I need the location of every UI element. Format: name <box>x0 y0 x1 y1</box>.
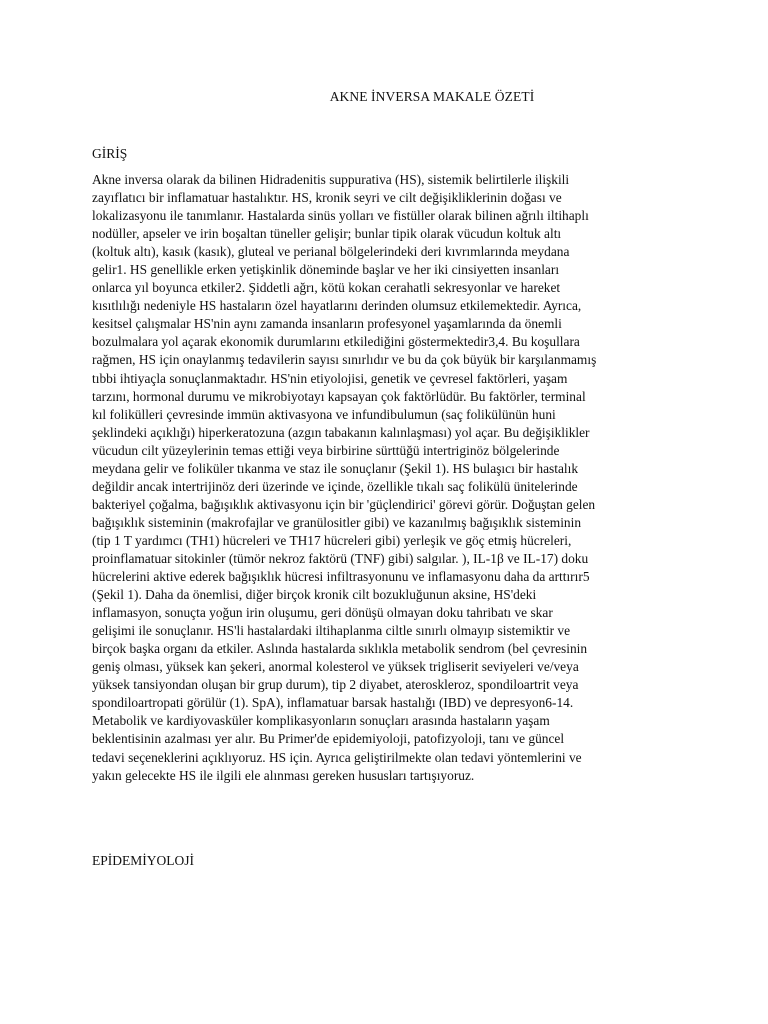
body-line: zayıflatıcı bir inflamatuar hastalıktır. HS, kronik seyri ve cilt değişikliklerinin doğası ve <box>92 190 562 206</box>
body-line: bozulmalara yol açarak ekonomik durumlarını etkilediğini göstermektedir3,4. Bu koşullara <box>92 334 580 350</box>
body-line: kısıtlılığı nedeniyle HS hastaların özel hayatlarını derinden olumsuz etkilemektedir. Ayrıca, <box>92 298 582 314</box>
body-line: (Şekil 1). Daha da önemlisi, diğer birçok kronik cilt bozukluğunun aksine, HS'deki <box>92 587 537 603</box>
body-line: onlarca yıl boyunca etkiler2. Şiddetli ağrı, kötü kokan cerahatli sekresyonlar ve hareket <box>92 280 561 296</box>
body-line: inflamasyon, sonuçta yoğun irin oluşumu, geri dönüşü olmayan doku tahribatı ve skar <box>92 605 553 621</box>
body-line: spondiloartropati görülür (1). SpA), inflamatuar barsak hastalığı (IBD) ve depresyon6-14. <box>92 695 574 711</box>
section-heading-epidemiyoloji: EPİDEMİYOLOJİ <box>92 853 194 868</box>
body-line: kesitsel çalışmalar HS'nin aynı zamanda insanların profesyonel yaşamlarında da önemli <box>92 316 562 332</box>
body-line: yüksek tansiyondan oluşan bir grup durum), tip 2 diyabet, ateroskleroz, spondiloartrit veya <box>92 677 579 693</box>
body-line: (koltuk altı), kasık (kasık), gluteal ve perianal bölgelerindeki deri kıvrımlarında meydana <box>92 244 570 260</box>
body-line: meydana gelir ve foliküler tıkanma ve staz ile sonuçlanır (Şekil 1). HS bulaşıcı bir hastalık <box>92 460 579 476</box>
body-line: değildir ancak intertrijinöz deri üzerinde ve içinde, özellikle tıkalı saç folikülü ünitelerinde <box>92 478 578 494</box>
body-line: tıbbi ihtiyaçla sonuçlanmaktadır. HS'nin etiyolojisi, genetik ve çevresel faktörleri, yaşam <box>92 370 568 386</box>
body-line: şeklindeki açıklığı) hiperkeratozuna (azgın tabakanın kalınlaşması) yol açar. Bu değişiklikler <box>92 424 590 440</box>
body-line: kıl folikülleri çevresinde immün aktivasyona ve infundibulumun (saç folikülünün huni <box>92 406 556 422</box>
body-line: Metabolik ve kardiyovasküler komplikasyonların sonuçları arasında hastaların yaşam <box>92 713 550 729</box>
body-line: gelir1. HS genellikle erken yetişkinlik döneminde başlar ve her iki cinsiyetten insanları <box>92 262 560 278</box>
body-line: geniş olması, yüksek kan şekeri, anormal kolesterol ve yüksek trigliserit seviyeleri ve/veya <box>92 659 579 675</box>
body-line: vücudun cilt yüzeylerinin temas ettiği veya birbirine sürttüğü intertriginöz bölgelerinde <box>92 442 560 458</box>
body-line: gelişimi ile sonuçlanır. HS'li hastalardaki iltihaplanma ciltle sınırlı olmayıp sistemiktir ve <box>92 623 571 639</box>
body-line: beklentisinin azalması yer alır. Bu Primer'de epidemiyoloji, patofizyoloji, tanı ve güncel <box>92 731 565 747</box>
section-heading-giris: GİRİŞ <box>92 146 128 161</box>
body-line: birçok başka organı da etkiler. Aslında hastalarda sıklıkla metabolik sendrom (bel çevresinin <box>92 641 588 657</box>
body-line: bağışıklık sisteminin (makrofajlar ve granülositler gibi) ve kazanılmış bağışıklık sisteminin <box>92 514 582 530</box>
body-line: tarzını, hormonal durumu ve mikrobiyotayı kapsayan çok faktörlüdür. Bu faktörler, terminal <box>92 388 586 404</box>
body-line: yakın gelecekte HS ile ilgili ele alınması gereken hususları tartışıyoruz. <box>92 767 475 783</box>
body-line: (tip 1 T yardımcı (TH1) hücreleri ve TH17 hücreleri gibi) yerleşik ve göç etmiş hücreleri, <box>92 532 572 548</box>
body-line: lokalizasyonu ile tanımlanır. Hastalarda sinüs yolları ve fistüller olarak bilinen ağrılı iltihaplı <box>92 208 589 224</box>
section-body-giris <box>92 171 678 785</box>
body-line: hücrelerini aktive ederek bağışıklık hücresi infiltrasyonunu ve inflamasyonu daha da arttırır5 <box>92 569 590 585</box>
body-line: nodüller, apseler ve irin boşaltan tüneller gelişir; bunlar tipik olarak vücudun koltuk altı <box>92 226 562 242</box>
body-line: tedavi seçeneklerini açıklıyoruz. HS için. Ayrıca geliştirilmekte olan tedavi yöntemlerini ve <box>92 749 582 765</box>
body-line: rağmen, HS için onaylanmış tedavilerin sayısı sınırlıdır ve bu da çok büyük bir karşılanmamış <box>92 352 597 368</box>
document-title: AKNE İNVERSA MAKALE ÖZETİ <box>329 89 535 104</box>
body-line: proinflamatuar sitokinler (tümör nekroz faktörü (TNF) gibi) salgılar. ), IL-1β ve IL-17) doku <box>92 550 589 566</box>
body-line: bakteriyel çoğalma, bağışıklık aktivasyonu için bir 'güçlendirici' görevi görür. Doğuştan gelen <box>92 496 596 512</box>
body-line: Akne inversa olarak da bilinen Hidradenitis suppurativa (HS), sistemik belirtilerle ilişkili <box>92 172 570 187</box>
